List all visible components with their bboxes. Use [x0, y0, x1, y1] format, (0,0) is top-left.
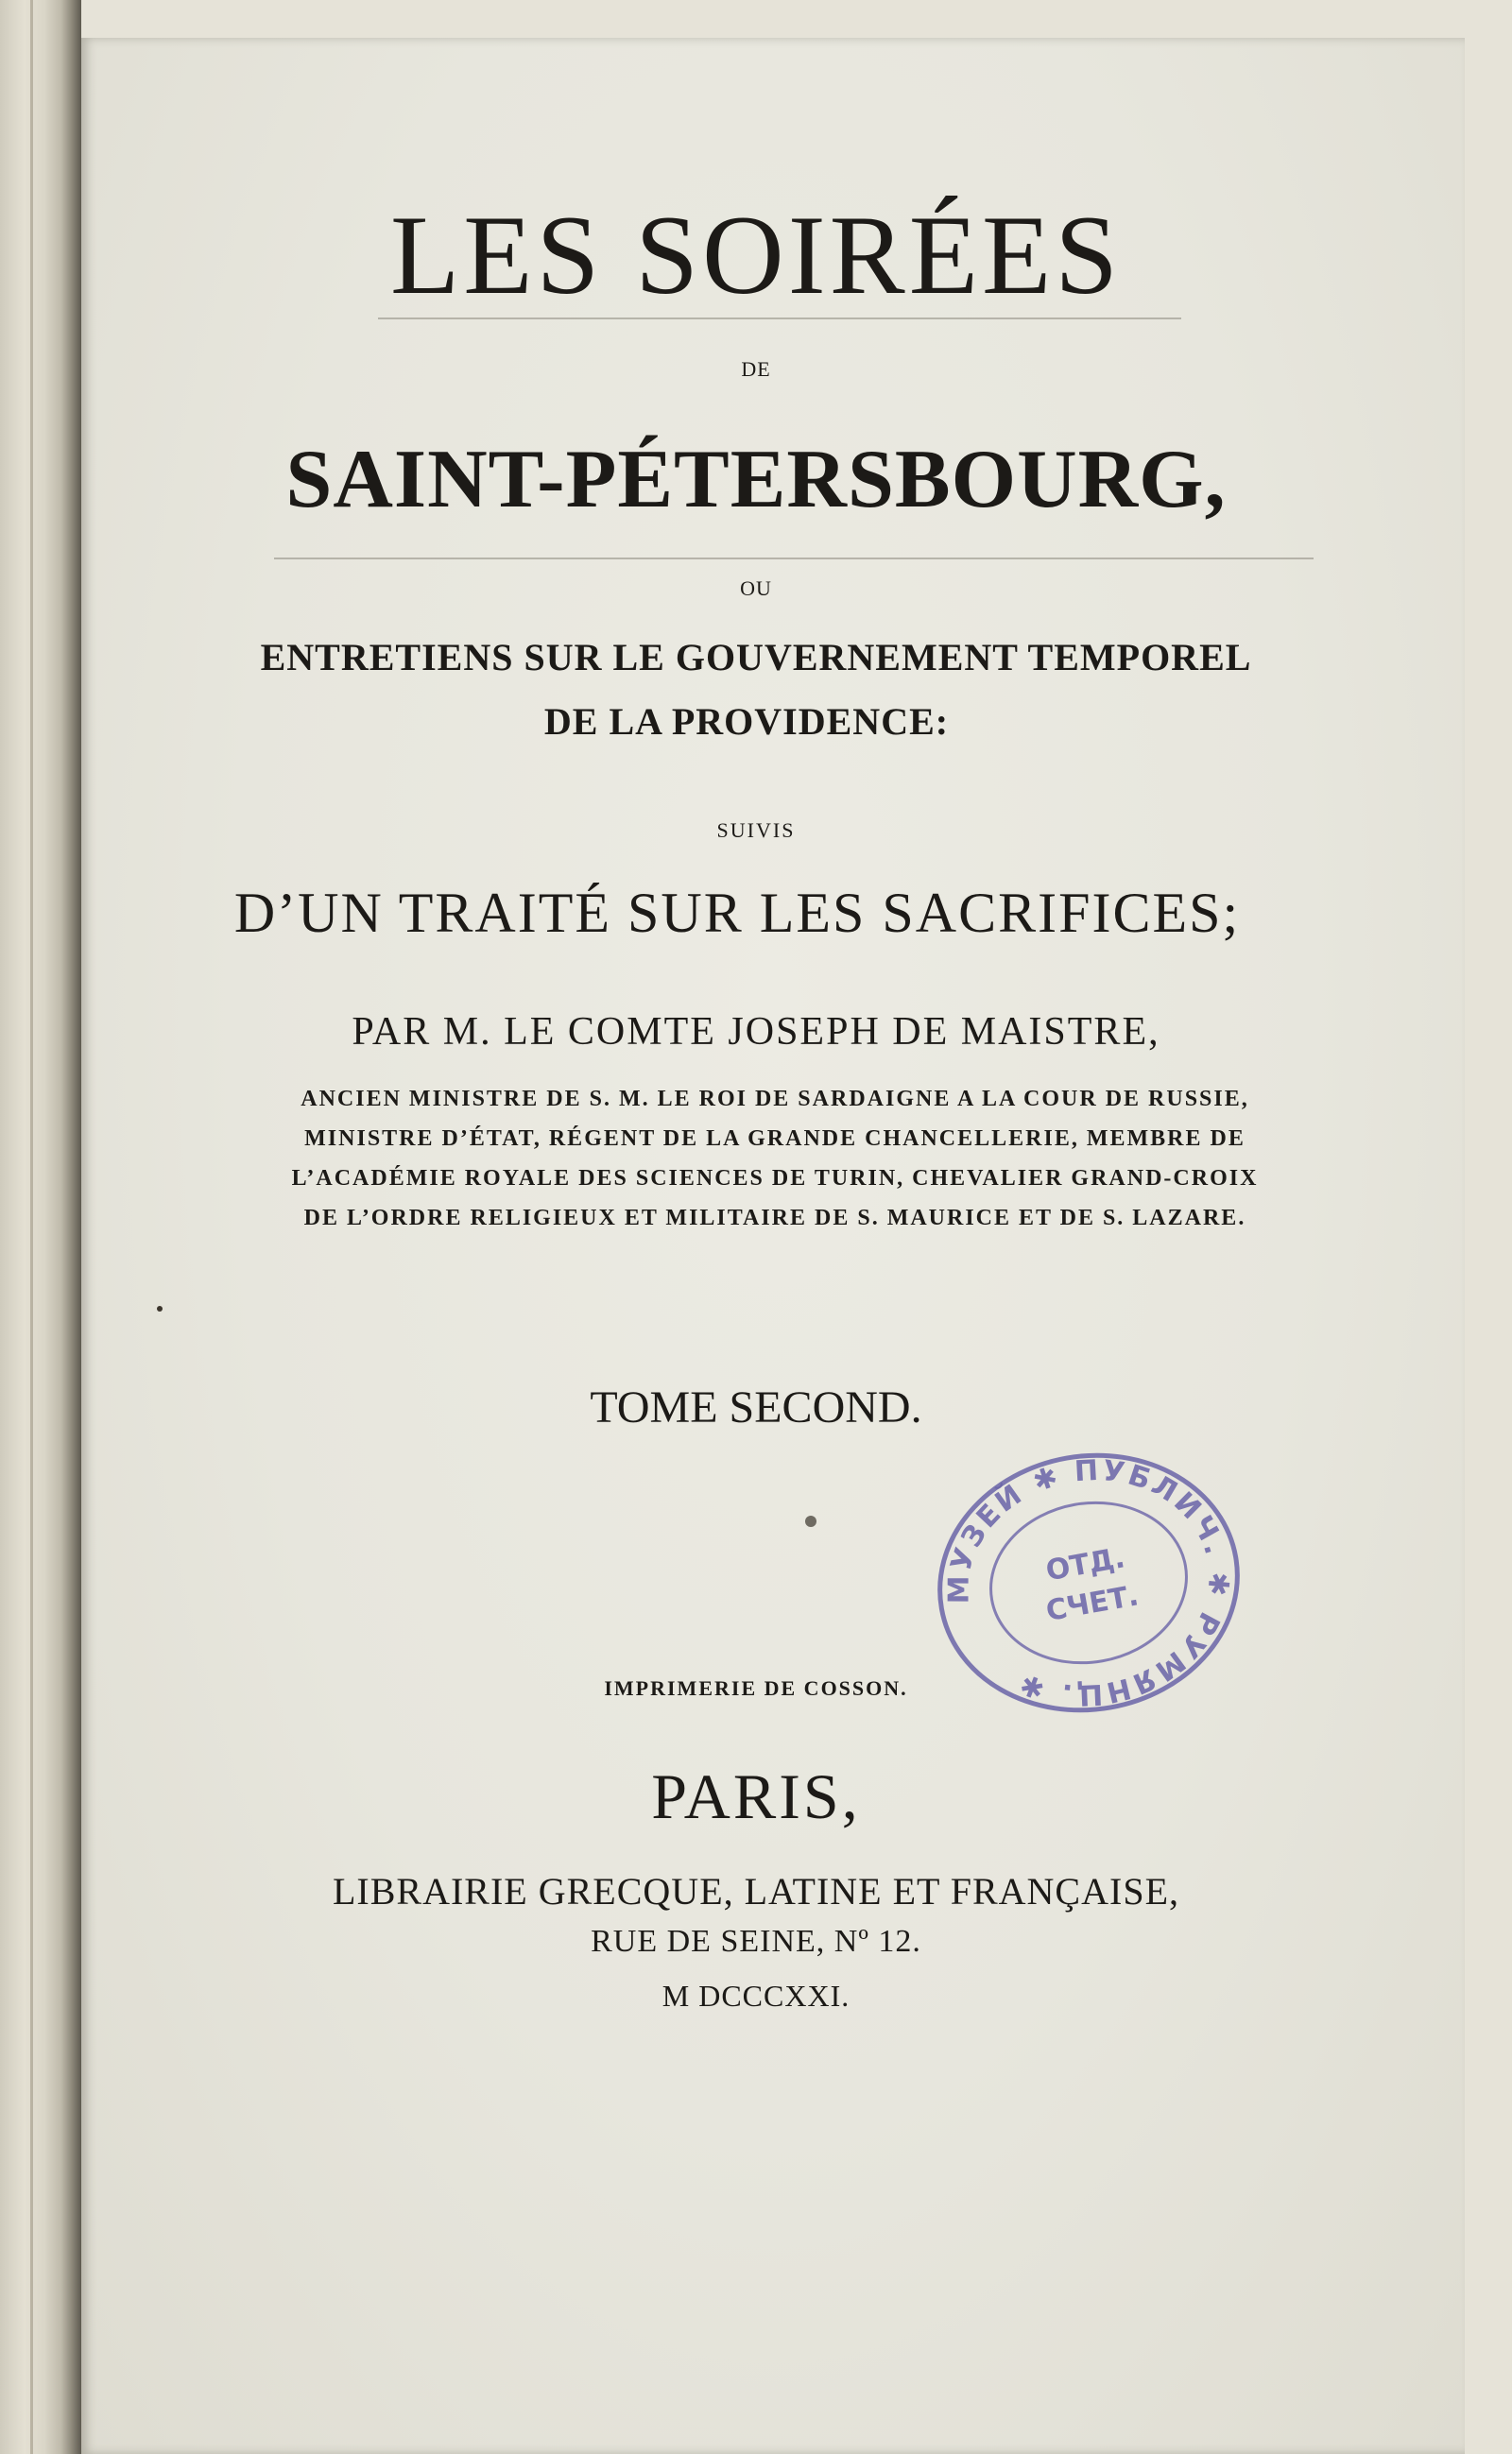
connector-suivis: SUIVIS [716, 818, 796, 842]
title-page-sheet [81, 38, 1465, 2454]
connector-de: DE [741, 357, 771, 381]
printer-line: IMPRIMERIE DE COSSON. [604, 1676, 908, 1700]
ink-spot [805, 1516, 816, 1527]
treatise-title: D’UN TRAITÉ SUR LES SACRIFICES; [233, 882, 1241, 944]
publisher-line: LIBRAIRIE GRECQUE, LATINE ET FRANÇAISE, [332, 1870, 1179, 1913]
city-underline-rule [274, 558, 1314, 559]
publication-place: PARIS, [651, 1760, 861, 1832]
stamp-inner-line-1: ОТД. [1043, 1541, 1128, 1588]
main-title: LES SOIRÉES [389, 192, 1123, 317]
author-credential-line: MINISTRE D’ÉTAT, RÉGENT DE LA GRANDE CHANCELLERIE, MEMBRE DE [304, 1126, 1246, 1151]
connector-ou: OU [740, 576, 772, 600]
library-stamp-icon [931, 1441, 1247, 1725]
title-underline-rule [378, 317, 1181, 319]
stamp-outer-text: МУЗЕЙ ✱ ПУБЛИЧ. ✱ РУМЯНЦ. ✱ [942, 1453, 1236, 1712]
subtitle-line-2: DE LA PROVIDENCE: [543, 700, 950, 743]
author-credential-line: L’ACADÉMIE ROYALE DES SCIENCES DE TURIN, CHEVALIER GRAND-CROIX [291, 1166, 1259, 1191]
publication-year: M DCCCXXI. [662, 1979, 850, 2013]
volume-label: TOME SECOND. [590, 1382, 922, 1433]
city-title: SAINT-PÉTERSBOURG, [285, 434, 1227, 525]
author-credential-line: DE L’ORDRE RELIGIEUX ET MILITAIRE DE S. MAURICE ET DE S. LAZARE. [303, 1206, 1246, 1230]
author-line: PAR M. LE COMTE JOSEPH DE MAISTRE, [352, 1010, 1160, 1054]
subtitle-line-1: ENTRETIENS SUR LE GOUVERNEMENT TEMPOREL [260, 636, 1252, 678]
publisher-address: RUE DE SEINE, Nº 12. [591, 1924, 921, 1959]
svg-text:МУЗЕЙ ✱ ПУБЛИЧ. ✱ РУМЯНЦ. ✱ [931, 1441, 1247, 1725]
author-credential-line: ANCIEN MINISTRE DE S. M. LE ROI DE SARDAIGNE A LA COUR DE RUSSIE, [301, 1087, 1249, 1111]
ink-spot [157, 1306, 163, 1312]
stamp-inner-line-2: СЧЕТ. [1043, 1579, 1142, 1628]
